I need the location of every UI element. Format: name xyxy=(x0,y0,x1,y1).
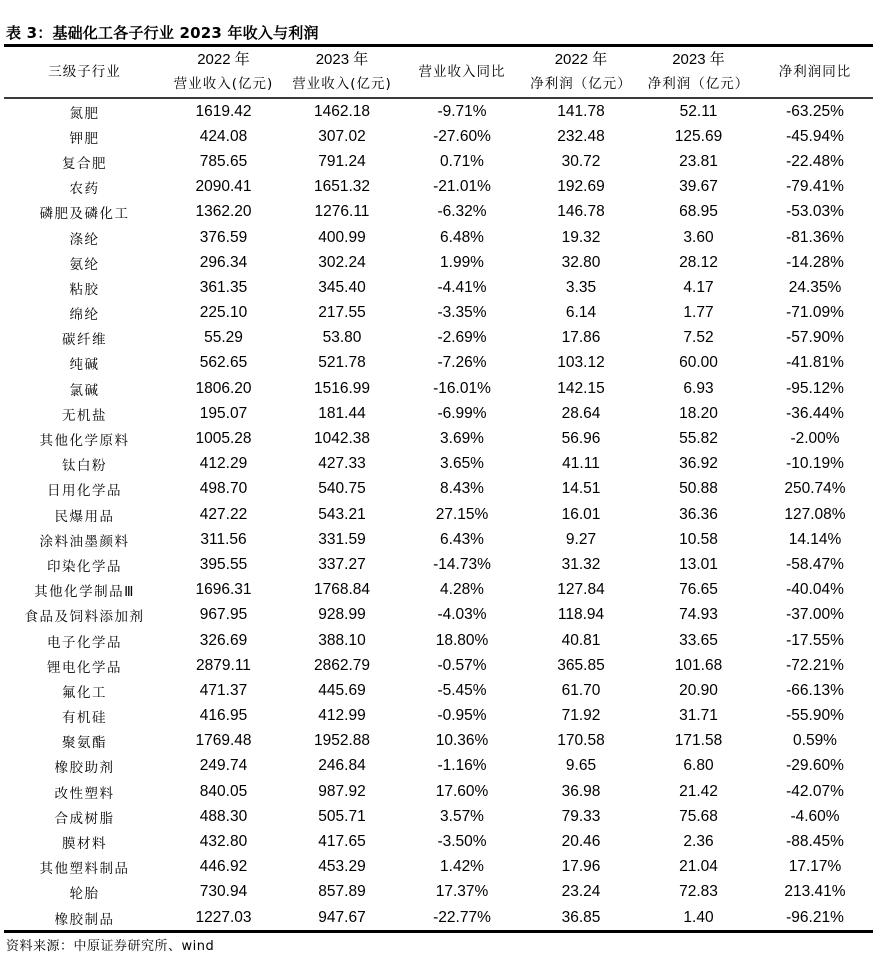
cell-revenue-2022: 2879.11 xyxy=(196,656,251,674)
header-label: 营业收入同比 xyxy=(418,64,506,80)
cell-revenue-yoy: -16.01% xyxy=(433,379,491,397)
cell-profit-2023: 31.71 xyxy=(679,707,718,725)
cell-profit-yoy: 24.35% xyxy=(788,278,842,296)
cell-profit-2023: 171.58 xyxy=(674,732,723,750)
cell-profit-2022: 28.64 xyxy=(561,404,601,422)
header-year: 2022 年 xyxy=(197,51,250,68)
cell-revenue-2022: 195.07 xyxy=(199,404,248,422)
cell-subindustry: 粘胶 xyxy=(69,281,100,298)
cell-revenue-yoy: 1.42% xyxy=(440,858,484,876)
cell-revenue-yoy: 3.65% xyxy=(440,455,484,473)
cell-revenue-2022: 361.35 xyxy=(199,278,248,296)
cell-profit-2023: 101.68 xyxy=(674,656,723,674)
cell-profit-2023: 74.93 xyxy=(679,606,718,624)
cell-revenue-2023: 857.89 xyxy=(318,883,366,901)
cell-profit-2022: 61.70 xyxy=(561,681,601,699)
cell-profit-2023: 36.36 xyxy=(679,505,718,523)
cell-revenue-2023: 791.24 xyxy=(318,152,366,170)
cell-profit-yoy: -58.47% xyxy=(786,555,844,573)
cell-profit-yoy: -66.13% xyxy=(786,681,844,699)
cell-profit-2022: 9.27 xyxy=(565,530,597,548)
cell-revenue-2023: 453.29 xyxy=(318,858,366,876)
cell-subindustry: 食品及饲料添加剂 xyxy=(24,609,145,626)
table-row xyxy=(4,829,873,854)
cell-profit-2022: 192.69 xyxy=(557,178,605,196)
cell-profit-yoy: -22.48% xyxy=(786,152,844,170)
table-row xyxy=(4,326,873,351)
cell-revenue-yoy: -14.73% xyxy=(433,555,491,573)
cell-profit-2022: 19.32 xyxy=(561,228,601,246)
cell-profit-2022: 14.51 xyxy=(561,480,601,498)
cell-revenue-2023: 400.99 xyxy=(318,228,366,246)
table-row xyxy=(4,704,873,729)
cell-profit-2023: 10.58 xyxy=(679,530,718,548)
cell-profit-yoy: -57.90% xyxy=(786,329,844,347)
table-row xyxy=(4,527,873,552)
cell-profit-yoy: -2.00% xyxy=(790,430,840,448)
cell-revenue-yoy: -6.32% xyxy=(437,203,487,221)
table-row xyxy=(4,653,873,678)
header-year: 2023 年 xyxy=(672,51,725,68)
table-row xyxy=(4,149,873,174)
table-row xyxy=(4,905,873,932)
cell-revenue-yoy: -1.16% xyxy=(437,757,487,775)
cell-revenue-2022: 785.65 xyxy=(199,152,248,170)
cell-profit-2022: 146.78 xyxy=(557,203,605,221)
cell-revenue-2023: 331.59 xyxy=(318,530,366,548)
cell-revenue-yoy: -0.95% xyxy=(437,707,487,725)
cell-profit-2022: 365.85 xyxy=(557,656,605,674)
header-revenue-yoy xyxy=(402,46,522,99)
cell-revenue-yoy: 3.69% xyxy=(440,430,484,448)
cell-profit-2022: 3.35 xyxy=(565,278,597,296)
cell-revenue-2023: 947.67 xyxy=(282,905,402,932)
cell-profit-yoy: -81.36% xyxy=(786,228,844,246)
cell-profit-yoy: -53.03% xyxy=(786,203,844,221)
table-row xyxy=(4,729,873,754)
cell-revenue-2022: 395.55 xyxy=(199,555,248,573)
cell-revenue-yoy: 6.43% xyxy=(440,530,484,548)
cell-profit-2023: 50.88 xyxy=(679,480,718,498)
table-row xyxy=(4,452,873,477)
cell-profit-yoy: 17.17% xyxy=(788,858,842,876)
cell-subindustry: 绵纶 xyxy=(69,307,100,324)
cell-profit-2023: 21.04 xyxy=(679,858,718,876)
cell-subindustry: 其他塑料制品 xyxy=(39,861,130,878)
cell-subindustry: 电子化学品 xyxy=(47,634,122,651)
cell-revenue-2023: 53.80 xyxy=(322,329,362,347)
cell-subindustry: 碳纤维 xyxy=(62,332,107,349)
cell-revenue-2023: 987.92 xyxy=(318,782,366,800)
cell-revenue-yoy: -21.01% xyxy=(433,178,491,196)
header-label: 净利润（亿元） xyxy=(647,76,750,92)
revenue-profit-table xyxy=(4,44,873,933)
cell-revenue-2022: 225.10 xyxy=(199,304,248,322)
cell-subindustry: 氮肥 xyxy=(69,105,100,122)
cell-profit-2022: 6.14 xyxy=(565,304,597,322)
cell-subindustry: 氟化工 xyxy=(62,684,107,701)
cell-revenue-2022: 412.29 xyxy=(199,455,248,473)
cell-profit-2022: 17.86 xyxy=(561,329,601,347)
cell-profit-yoy: 0.59% xyxy=(793,732,837,750)
cell-subindustry: 民爆用品 xyxy=(54,508,115,525)
table-row xyxy=(4,200,873,225)
cell-revenue-2023: 1516.99 xyxy=(313,379,371,397)
cell-revenue-2023: 417.65 xyxy=(318,833,366,851)
cell-revenue-2022: 311.56 xyxy=(200,530,247,548)
cell-subindustry: 涤纶 xyxy=(69,231,100,248)
cell-revenue-2023: 1462.18 xyxy=(313,102,371,120)
cell-revenue-2022: 1806.20 xyxy=(195,379,252,397)
cell-profit-yoy: -10.19% xyxy=(786,455,844,473)
cell-profit-2022: 9.65 xyxy=(565,757,597,775)
table-title: 表 3：基础化工各子行业 2023 年收入与利润 xyxy=(6,24,319,42)
cell-subindustry: 复合肥 xyxy=(62,155,107,172)
cell-revenue-2022: 498.70 xyxy=(199,480,248,498)
cell-profit-2022: 71.92 xyxy=(561,707,601,725)
cell-profit-2022: 23.24 xyxy=(561,883,601,901)
cell-profit-2022: 36.85 xyxy=(522,905,640,932)
cell-subindustry: 印染化学品 xyxy=(47,558,122,575)
cell-profit-yoy: -95.12% xyxy=(786,379,844,397)
cell-profit-2022: 232.48 xyxy=(557,127,605,145)
table-row xyxy=(4,678,873,703)
cell-profit-2022: 103.12 xyxy=(557,354,605,372)
cell-revenue-2022: 471.37 xyxy=(199,681,248,699)
cell-profit-2023: 72.83 xyxy=(679,883,718,901)
cell-revenue-2022: 1005.28 xyxy=(195,430,252,448)
cell-revenue-2022: 427.22 xyxy=(199,505,248,523)
cell-profit-yoy: -36.44% xyxy=(786,404,844,422)
cell-revenue-2023: 217.55 xyxy=(318,304,366,322)
cell-revenue-2023: 2862.79 xyxy=(313,656,371,674)
cell-revenue-yoy: 3.57% xyxy=(440,807,484,825)
cell-revenue-2023: 181.44 xyxy=(318,404,366,422)
cell-revenue-2022: 424.08 xyxy=(199,127,248,145)
cell-subindustry: 其他化学原料 xyxy=(39,433,130,450)
cell-revenue-2023: 540.75 xyxy=(318,480,366,498)
cell-revenue-2023: 928.99 xyxy=(318,606,366,624)
header-year: 2022 年 xyxy=(554,51,608,68)
table-row xyxy=(4,804,873,829)
cell-profit-2023: 3.60 xyxy=(683,228,714,246)
cell-revenue-2023: 1276.11 xyxy=(314,203,370,221)
cell-profit-yoy: 14.14% xyxy=(788,530,842,548)
cell-revenue-2023: 445.69 xyxy=(318,681,366,699)
cell-subindustry: 膜材料 xyxy=(62,836,107,853)
header-label: 净利润同比 xyxy=(778,64,852,80)
cell-subindustry: 日用化学品 xyxy=(47,483,122,500)
cell-subindustry: 涂料油墨颜料 xyxy=(39,533,130,550)
cell-profit-2023: 52.11 xyxy=(679,102,718,120)
cell-revenue-yoy: -2.69% xyxy=(437,329,487,347)
cell-revenue-2023: 1952.88 xyxy=(313,732,371,750)
cell-profit-2023: 1.40 xyxy=(640,905,757,932)
cell-profit-2023: 21.42 xyxy=(679,782,718,800)
table-header xyxy=(4,46,873,99)
header-profit-2023 xyxy=(640,46,757,99)
cell-revenue-yoy: 17.37% xyxy=(435,883,489,901)
table-row xyxy=(4,552,873,577)
header-year: 2023 年 xyxy=(315,51,369,68)
cell-profit-2023: 20.90 xyxy=(679,681,718,699)
cell-profit-2023: 6.80 xyxy=(683,757,714,775)
table-row xyxy=(4,426,873,451)
cell-revenue-2022: 432.80 xyxy=(199,833,248,851)
cell-profit-yoy: -29.60% xyxy=(786,757,844,775)
cell-revenue-2022: 1769.48 xyxy=(195,732,252,750)
table-row xyxy=(4,351,873,376)
cell-revenue-2022: 1362.20 xyxy=(195,203,252,221)
cell-revenue-yoy: 27.15% xyxy=(435,505,489,523)
cell-revenue-2022: 1619.42 xyxy=(195,102,252,120)
table-row xyxy=(4,401,873,426)
cell-profit-yoy: -45.94% xyxy=(786,127,844,145)
cell-revenue-2023: 427.33 xyxy=(318,455,366,473)
cell-profit-2022: 17.96 xyxy=(561,858,601,876)
cell-subindustry: 钛白粉 xyxy=(62,458,107,475)
cell-profit-2022: 16.01 xyxy=(561,505,601,523)
cell-profit-2022: 127.84 xyxy=(557,581,605,599)
cell-revenue-yoy: 6.48% xyxy=(440,228,484,246)
cell-subindustry: 有机硅 xyxy=(62,710,107,727)
cell-revenue-2023: 388.10 xyxy=(318,631,366,649)
cell-profit-2022: 56.96 xyxy=(561,430,601,448)
cell-profit-2023: 6.93 xyxy=(683,379,714,397)
header-label: 三级子行业 xyxy=(48,64,121,80)
header-label: 营业收入(亿元) xyxy=(173,76,274,92)
table-row xyxy=(4,175,873,200)
table-row xyxy=(4,250,873,275)
cell-revenue-2023: 246.84 xyxy=(318,757,366,775)
cell-profit-2022: 142.15 xyxy=(557,379,605,397)
cell-revenue-2023: 302.24 xyxy=(318,253,366,271)
cell-revenue-2023: 412.99 xyxy=(318,707,366,725)
table-row xyxy=(4,502,873,527)
cell-subindustry: 橡胶助剂 xyxy=(54,760,115,777)
cell-profit-2023: 4.17 xyxy=(683,278,714,296)
cell-revenue-yoy: -27.60% xyxy=(433,127,491,145)
cell-subindustry: 钾肥 xyxy=(69,130,100,147)
cell-revenue-2022: 1227.03 xyxy=(165,905,282,932)
cell-revenue-yoy: 0.71% xyxy=(440,152,484,170)
table-row xyxy=(4,477,873,502)
cell-profit-2023: 7.52 xyxy=(683,329,714,347)
cell-subindustry: 氨纶 xyxy=(69,256,100,273)
cell-profit-2023: 60.00 xyxy=(679,354,718,372)
header-profit-2022 xyxy=(522,46,640,99)
cell-revenue-2023: 543.21 xyxy=(318,505,366,523)
cell-subindustry: 农药 xyxy=(69,181,100,198)
cell-profit-yoy: -55.90% xyxy=(786,707,844,725)
cell-revenue-2022: 376.59 xyxy=(199,228,248,246)
cell-revenue-yoy: 17.60% xyxy=(435,782,489,800)
cell-subindustry: 氯碱 xyxy=(69,382,100,399)
cell-profit-yoy: -63.25% xyxy=(786,102,844,120)
cell-revenue-2022: 488.30 xyxy=(199,807,248,825)
cell-revenue-2023: 521.78 xyxy=(318,354,366,372)
table-row xyxy=(4,225,873,250)
cell-revenue-2023: 307.02 xyxy=(318,127,366,145)
cell-revenue-yoy: -3.35% xyxy=(437,304,487,322)
cell-revenue-2022: 55.29 xyxy=(204,329,243,347)
cell-profit-2023: 39.67 xyxy=(679,178,718,196)
cell-profit-yoy: -41.81% xyxy=(786,354,844,372)
cell-profit-yoy: -96.21% xyxy=(757,905,873,932)
cell-profit-yoy: 127.08% xyxy=(784,505,846,523)
cell-subindustry: 聚氨酯 xyxy=(62,735,107,752)
table-row xyxy=(4,376,873,401)
table-row xyxy=(4,275,873,300)
cell-subindustry: 改性塑料 xyxy=(54,785,115,802)
table-row xyxy=(4,880,873,905)
cell-revenue-2022: 840.05 xyxy=(199,782,248,800)
cell-revenue-2022: 967.95 xyxy=(199,606,248,624)
cell-revenue-yoy: -22.77% xyxy=(402,905,522,932)
table-body xyxy=(4,98,873,932)
cell-revenue-2023: 505.71 xyxy=(318,807,366,825)
header-subindustry xyxy=(4,46,165,99)
cell-profit-2023: 76.65 xyxy=(679,581,718,599)
table-row xyxy=(4,779,873,804)
cell-revenue-yoy: -6.99% xyxy=(437,404,487,422)
cell-revenue-yoy: 10.36% xyxy=(435,732,489,750)
cell-subindustry: 无机盐 xyxy=(62,407,107,424)
cell-profit-2022: 170.58 xyxy=(557,732,605,750)
table-row xyxy=(4,855,873,880)
cell-profit-2022: 30.72 xyxy=(561,152,601,170)
cell-revenue-yoy: 4.28% xyxy=(440,581,484,599)
cell-revenue-yoy: -0.57% xyxy=(437,656,487,674)
cell-subindustry: 合成树脂 xyxy=(54,810,115,827)
cell-subindustry: 轮胎 xyxy=(69,886,100,903)
cell-revenue-yoy: -4.03% xyxy=(437,606,487,624)
header-profit-yoy xyxy=(757,46,873,99)
cell-revenue-2022: 296.34 xyxy=(199,253,248,271)
data-table-container xyxy=(4,44,873,933)
table-row xyxy=(4,603,873,628)
cell-profit-2022: 41.11 xyxy=(562,455,600,473)
header-label: 净利润（亿元） xyxy=(530,76,632,92)
cell-revenue-2023: 1768.84 xyxy=(313,581,371,599)
header-row xyxy=(4,46,873,99)
cell-profit-2023: 68.95 xyxy=(679,203,718,221)
cell-profit-yoy: -14.28% xyxy=(786,253,844,271)
cell-revenue-2023: 345.40 xyxy=(318,278,366,296)
header-revenue-2023 xyxy=(282,46,402,99)
cell-profit-2023: 75.68 xyxy=(679,807,718,825)
cell-revenue-yoy: 8.43% xyxy=(440,480,484,498)
cell-profit-2023: 36.92 xyxy=(679,455,718,473)
cell-revenue-2022: 249.74 xyxy=(199,757,248,775)
cell-subindustry: 锂电化学品 xyxy=(47,659,122,676)
cell-profit-2022: 32.80 xyxy=(561,253,601,271)
table-row xyxy=(4,628,873,653)
cell-profit-2022: 79.33 xyxy=(561,807,601,825)
cell-profit-2023: 1.77 xyxy=(683,304,714,322)
cell-profit-yoy: -40.04% xyxy=(786,581,844,599)
cell-profit-2023: 13.01 xyxy=(679,555,718,573)
cell-profit-2023: 28.12 xyxy=(679,253,718,271)
cell-revenue-2022: 446.92 xyxy=(199,858,248,876)
cell-profit-yoy: -4.60% xyxy=(790,807,840,825)
cell-revenue-2022: 562.65 xyxy=(199,354,248,372)
cell-revenue-yoy: -4.41% xyxy=(437,278,487,296)
cell-profit-yoy: -71.09% xyxy=(786,304,844,322)
cell-revenue-2023: 1651.32 xyxy=(313,178,371,196)
cell-revenue-2022: 730.94 xyxy=(199,883,248,901)
cell-profit-yoy: 250.74% xyxy=(784,480,846,498)
source-note: 资料来源：中原证券研究所、wind xyxy=(6,939,215,954)
cell-subindustry: 磷肥及磷化工 xyxy=(39,206,130,223)
table-row xyxy=(4,301,873,326)
cell-revenue-2023: 337.27 xyxy=(318,555,366,573)
cell-subindustry: 橡胶制品 xyxy=(4,905,165,932)
header-revenue-2022 xyxy=(165,46,282,99)
cell-revenue-yoy: -9.71% xyxy=(437,102,487,120)
cell-profit-2022: 40.81 xyxy=(561,631,601,649)
table-row xyxy=(4,98,873,124)
cell-revenue-yoy: -7.26% xyxy=(437,354,487,372)
cell-revenue-yoy: -3.50% xyxy=(437,833,487,851)
cell-revenue-2022: 326.69 xyxy=(199,631,248,649)
cell-profit-2022: 36.98 xyxy=(561,782,601,800)
cell-profit-2022: 20.46 xyxy=(561,833,601,851)
cell-subindustry: 纯碱 xyxy=(69,357,100,374)
table-row xyxy=(4,578,873,603)
cell-revenue-yoy: -5.45% xyxy=(437,681,487,699)
cell-profit-2023: 33.65 xyxy=(679,631,718,649)
cell-revenue-yoy: 1.99% xyxy=(440,253,484,271)
cell-profit-yoy: -72.21% xyxy=(786,656,844,674)
cell-profit-yoy: -42.07% xyxy=(786,782,844,800)
cell-revenue-2023: 1042.38 xyxy=(313,430,371,448)
cell-profit-2023: 55.82 xyxy=(679,430,718,448)
cell-profit-2023: 18.20 xyxy=(679,404,718,422)
cell-profit-yoy: 213.41% xyxy=(784,883,846,901)
cell-revenue-2022: 416.95 xyxy=(199,707,248,725)
cell-subindustry: 其他化学制品Ⅲ xyxy=(34,584,135,601)
cell-revenue-2022: 1696.31 xyxy=(195,581,252,599)
cell-profit-2022: 31.32 xyxy=(561,555,601,573)
cell-profit-2023: 125.69 xyxy=(674,127,723,145)
cell-profit-2023: 2.36 xyxy=(683,833,714,851)
cell-profit-2022: 141.78 xyxy=(557,102,605,120)
header-label: 营业收入(亿元) xyxy=(292,76,392,92)
cell-revenue-yoy: 18.80% xyxy=(435,631,489,649)
cell-profit-2023: 23.81 xyxy=(679,152,718,170)
cell-revenue-2022: 2090.41 xyxy=(195,178,252,196)
cell-profit-yoy: -37.00% xyxy=(786,606,844,624)
table-row xyxy=(4,124,873,149)
cell-profit-yoy: -88.45% xyxy=(786,833,844,851)
cell-profit-yoy: -17.55% xyxy=(786,631,844,649)
cell-profit-2022: 118.94 xyxy=(557,606,605,624)
cell-profit-yoy: -79.41% xyxy=(786,178,844,196)
table-row xyxy=(4,754,873,779)
